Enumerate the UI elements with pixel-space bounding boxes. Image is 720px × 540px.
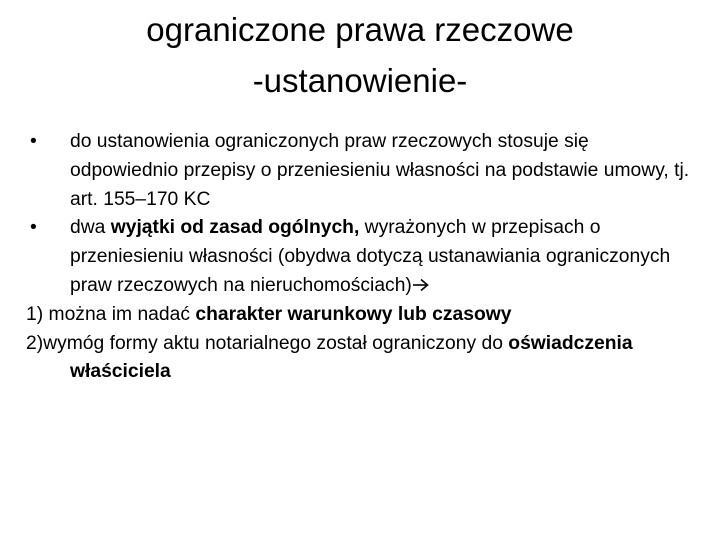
numbered-item-text-before: można im nadać (43, 303, 196, 325)
numbered-marker: 1) (26, 303, 44, 325)
right-arrow-icon (412, 278, 430, 292)
bullet-marker: • (30, 131, 37, 152)
numbered-item-text-bold: charakter warunkowy lub czasowy (195, 303, 512, 325)
title-line-1: ograniczone prawa rzeczowe (146, 11, 574, 48)
bullet-item-2 (26, 214, 696, 300)
bullet-item-1 (26, 128, 696, 214)
numbered-item-1 (26, 301, 696, 330)
slide-title (0, 4, 720, 106)
bullet-item-text-after: wyrażonych w przepisach o przeniesieniu własności (obydwa dotyczą ustanawiania ograniczonych praw rzeczowych na nieruchomościach) (70, 217, 671, 296)
bullet-marker: • (30, 217, 37, 239)
bullet-item-text-before: dwa (70, 217, 111, 239)
title-line-2: -ustanowienie- (252, 62, 468, 99)
bullet-item-text-bold: wyjątki od zasad ogólnych, (110, 217, 360, 239)
numbered-marker: 2) (26, 332, 44, 354)
slide-body (26, 128, 696, 387)
bullet-item-text: do ustanowienia ograniczonych praw rzeczowych stosuje się odpowiednio przepisy o przeniesieniu własności na podstawie umowy, tj. art. 155–170 KC (70, 131, 690, 210)
numbered-item-text-before: wymóg formy aktu notarialnego został ograniczony do (43, 332, 509, 354)
numbered-item-2 (26, 330, 696, 388)
numbered-item-text-bold: oświadczenia właściciela (70, 332, 633, 383)
